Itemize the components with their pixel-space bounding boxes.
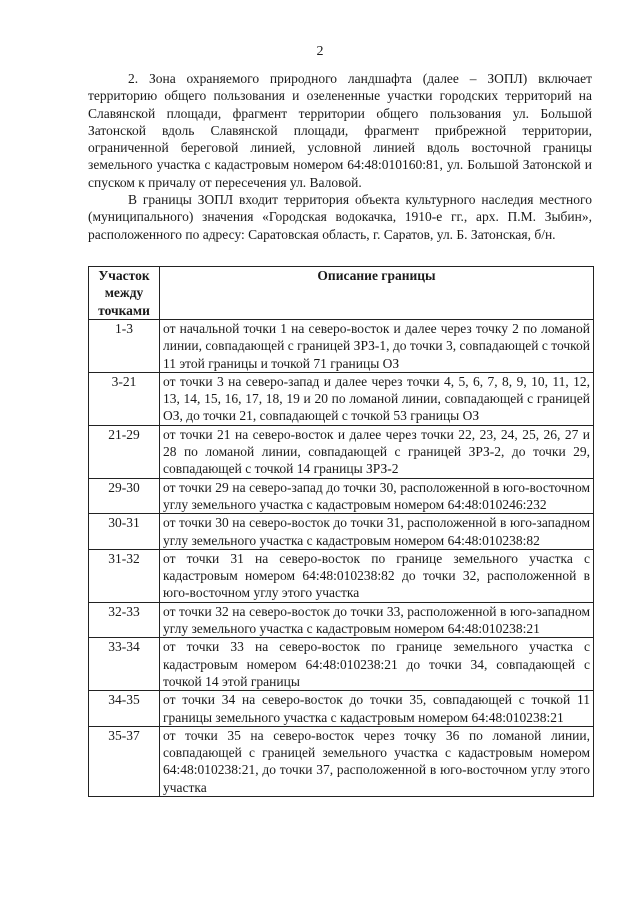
description-cell: от точки 35 на северо-восток через точку 36 по ломаной линии, совпадающей с границей земельного участка с кадастровым номером 64:48:010238:21, до точки 37, расположенной в юго-восточном углу этого участка	[160, 726, 594, 796]
paragraph-heritage-object: В границы ЗОПЛ входит территория объекта культурного наследия местного (муниципального) значения «Городская водокачка, 1910-е гг., арх. П.М. Зыбин», расположенного по адресу: Саратовская область, г. Саратов, ул. Б. Затонская, б/н.	[88, 192, 592, 242]
table-body	[89, 320, 594, 797]
segment-cell: 35-37	[89, 726, 160, 796]
paragraph-zopl-definition: 2. Зона охраняемого природного ландшафта (далее – ЗОПЛ) включает территорию общего пользования и озелененные участки городских территорий на Славянской площади, фрагмент территории общего пользования ул. Большой Затонской вдоль Славянской площади, фрагмент прибрежной территории, ограниченной береговой линией, условной линией вдоль восточной границы земельного участка с кадастровым номером 64:48:010160:81, ул. Большой Затонской и спуском к причалу от пересечения ул. Валовой.	[88, 71, 592, 190]
segment-cell: 30-31	[89, 514, 160, 550]
segment-cell: 29-30	[89, 478, 160, 514]
table-header-row	[89, 267, 594, 320]
table-row	[89, 549, 594, 602]
page-number: 2	[316, 44, 324, 59]
description-cell: от точки 34 на северо-восток до точки 35, совпадающей с точкой 11 границы земельного участка с кадастровым номером 64:48:010238:21	[160, 691, 594, 727]
description-cell: от точки 32 на северо-восток до точки 33, расположенной в юго-западном углу земельного участка с кадастровым номером 64:48:010238:21	[160, 602, 594, 638]
segment-cell: 3-21	[89, 372, 160, 425]
table-row	[89, 638, 594, 691]
segment-cell: 33-34	[89, 638, 160, 691]
description-cell: от точки 29 на северо-запад до точки 30, расположенной в юго-восточном углу земельного участка с кадастровым номером 64:48:010246:232	[160, 478, 594, 514]
table-row	[89, 726, 594, 796]
table-row	[89, 691, 594, 727]
segment-cell: 1-3	[89, 320, 160, 373]
description-cell: от точки 3 на северо-запад и далее через точки 4, 5, 6, 7, 8, 9, 10, 11, 12, 13, 14, 15, 16, 17, 18, 19 и 20 по ломаной линии, совпадающей с границей ОЗ, до точки 21, совпадающей с точкой 53 границы ОЗ	[160, 372, 594, 425]
segment-cell: 21-29	[89, 425, 160, 478]
header-segment: Участок между точками	[89, 267, 160, 320]
intro-text	[88, 70, 592, 243]
header-description: Описание границы	[160, 267, 594, 320]
table-header	[89, 267, 594, 320]
table-row	[89, 320, 594, 373]
description-cell: от начальной точки 1 на северо-восток и далее через точку 2 по ломаной линии, совпадающей с границей ЗРЗ-1, до точки 3, совпадающей с точкой 11 этой границы и точкой 71 границы ОЗ	[160, 320, 594, 373]
description-cell: от точки 31 на северо-восток по границе земельного участка с кадастровым номером 64:48:010238:82 до точки 32, расположенной в юго-восточном углу этого участка	[160, 549, 594, 602]
table-row	[89, 478, 594, 514]
table-row	[89, 372, 594, 425]
table-row	[89, 514, 594, 550]
table-row	[89, 602, 594, 638]
table-row	[89, 425, 594, 478]
description-cell: от точки 30 на северо-восток до точки 31, расположенной в юго-западном углу земельного участка с кадастровым номером 64:48:010238:82	[160, 514, 594, 550]
description-cell: от точки 33 на северо-восток по границе земельного участка с кадастровым номером 64:48:010238:21 до точки 34, совпадающей с точкой 14 этой границы	[160, 638, 594, 691]
segment-cell: 34-35	[89, 691, 160, 727]
segment-cell: 31-32	[89, 549, 160, 602]
segment-cell: 32-33	[89, 602, 160, 638]
boundary-table	[88, 266, 594, 797]
description-cell: от точки 21 на северо-восток и далее через точки 22, 23, 24, 25, 26, 27 и 28 по ломаной линии, совпадающей с границей ЗРЗ-2, до точки 29, совпадающей с точкой 14 границы ЗРЗ-2	[160, 425, 594, 478]
